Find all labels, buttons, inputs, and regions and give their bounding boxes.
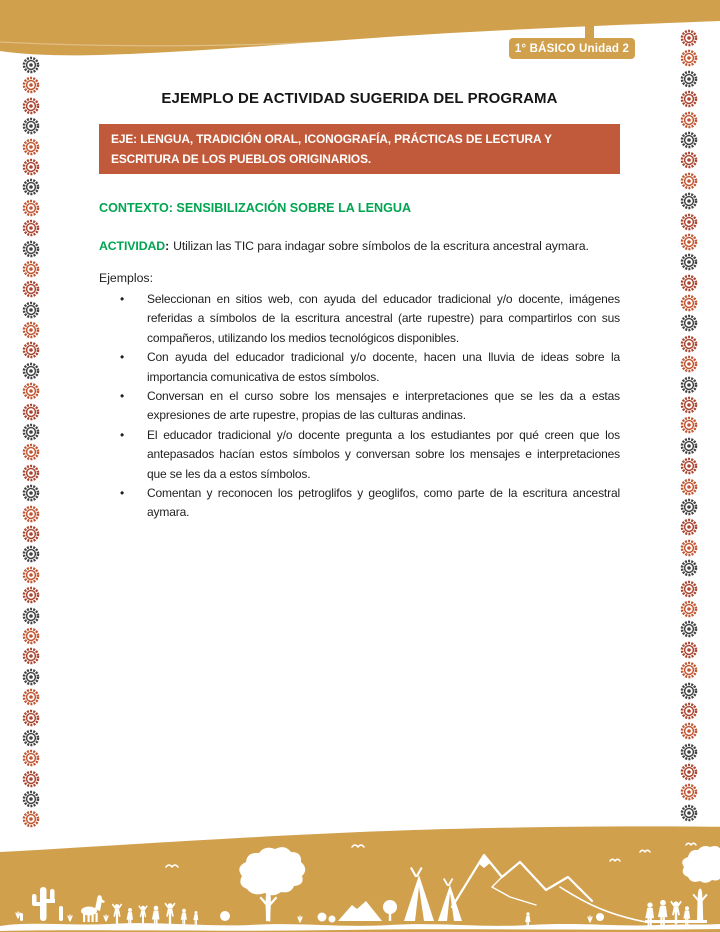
ejemplos-label: Ejemplos: [99,271,153,285]
eje-banner [99,124,620,174]
rosette-gear-icon [680,457,698,475]
rosette-gear-icon [22,321,40,339]
rosette-gear-icon [680,213,698,231]
rosette-gear-icon [22,138,40,156]
rosette-gear-icon [680,682,698,700]
rosette-gear-icon [22,199,40,217]
rosette-gear-icon [680,274,698,292]
rosette-gear-icon [22,280,40,298]
rosette-gear-icon [22,484,40,502]
rosette-gear-icon [680,131,698,149]
rosette-gear-icon [680,804,698,822]
rosette-gear-icon [22,301,40,319]
rosette-gear-icon [22,158,40,176]
rosette-gear-icon [22,545,40,563]
rosette-gear-icon [22,178,40,196]
rosette-gear-icon [22,76,40,94]
rosette-gear-icon [22,56,40,74]
rosette-gear-icon [680,763,698,781]
rosette-gear-icon [22,790,40,808]
rosette-gear-icon [22,749,40,767]
rosette-gear-icon [22,464,40,482]
rosette-gear-icon [22,525,40,543]
rosette-gear-icon [680,314,698,332]
unit-badge-label: 1° BÁSICO Unidad 2 [514,42,630,55]
actividad-colon: : [165,239,170,253]
rosette-gear-icon [22,382,40,400]
rosette-gear-icon [22,341,40,359]
content-area [99,90,620,523]
rosette-gear-icon [680,722,698,740]
right-ornament-border [680,29,698,822]
rosette-gear-icon [680,783,698,801]
rosette-gear-icon [22,627,40,645]
rosette-gear-icon [680,539,698,557]
rosette-gear-icon [680,518,698,536]
rosette-gear-icon [22,566,40,584]
rosette-gear-icon [680,192,698,210]
rosette-gear-icon [680,151,698,169]
actividad-label: ACTIVIDAD [99,239,166,253]
rosette-gear-icon [680,70,698,88]
contexto-heading: CONTEXTO: SENSIBILIZACIÓN SOBRE LA LENGUA [99,201,412,215]
rosette-gear-icon [680,437,698,455]
rosette-gear-icon [680,355,698,373]
rosette-gear-icon [22,240,40,258]
actividad-text: Utilizan las TIC para indagar sobre símbolos de la escritura ancestral aymara. [173,239,589,253]
rosette-gear-icon [680,396,698,414]
rosette-gear-icon [680,600,698,618]
rosette-gear-icon [680,416,698,434]
rosette-gear-icon [22,219,40,237]
rosette-gear-icon [680,29,698,47]
ejemplos-list [99,290,620,523]
rosette-gear-icon [680,559,698,577]
example-item: • Con ayuda del educador tradicional y/o docente, hacen una lluvia de ideas sobre la importancia comunicativa de estos símbolos. [147,348,620,387]
page-title: EJEMPLO DE ACTIVIDAD SUGERIDA DEL PROGRAMA [161,90,558,107]
rosette-gear-icon [680,253,698,271]
rosette-gear-icon [22,586,40,604]
landscape-illustration [0,825,720,932]
rosette-gear-icon [22,423,40,441]
rosette-gear-icon [22,668,40,686]
left-ornament-border [22,56,40,828]
example-item: • Conversan en el curso sobre los mensajes e interpretaciones que se les da a estas expresiones de arte rupestre, propias de las culturas andinas. [147,387,620,426]
rosette-gear-icon [22,709,40,727]
example-item: • Comentan y reconocen los petroglifos y geoglifos, como parte de la escritura ancestral aymara. [147,484,620,523]
rosette-gear-icon [22,729,40,747]
rosette-gear-icon [680,620,698,638]
rosette-gear-icon [680,661,698,679]
rosette-gear-icon [22,688,40,706]
rosette-gear-icon [680,49,698,67]
rosette-gear-icon [22,505,40,523]
rosette-gear-icon [22,443,40,461]
rosette-gear-icon [680,233,698,251]
rosette-gear-icon [680,376,698,394]
rosette-gear-icon [680,743,698,761]
example-item: • Seleccionan en sitios web, con ayuda del educador tradicional y/o docente, imágenes referidas a símbolos de la escritura ancestral (arte rupestre) para compartirlos con sus compañeros, utilizando los medios tecnológicos disponibles. [147,290,620,348]
rosette-gear-icon [680,498,698,516]
example-item: • El educador tradicional y/o docente pregunta a los estudiantes por qué creen que los antepasados hacían estos símbolos y conversan sobre los mensajes e interpretaciones que se les da a estos símbolos. [147,426,620,484]
rosette-gear-icon [22,647,40,665]
rosette-gear-icon [680,90,698,108]
rosette-gear-icon [22,607,40,625]
rosette-gear-icon [680,478,698,496]
rosette-gear-icon [22,97,40,115]
eje-banner-text: EJE: LENGUA, TRADICIÓN ORAL, ICONOGRAFÍA, PRÁCTICAS DE LECTURA Y ESCRITURA DE LOS PUEBLOS ORIGINARIOS. [111,132,552,166]
rosette-gear-icon [680,294,698,312]
rosette-gear-icon [680,111,698,129]
rosette-gear-icon [22,403,40,421]
rosette-gear-icon [680,335,698,353]
rosette-gear-icon [22,260,40,278]
actividad-line [99,238,620,254]
rosette-gear-icon [22,770,40,788]
rosette-gear-icon [680,172,698,190]
unit-badge [509,38,635,59]
rosette-gear-icon [680,641,698,659]
rosette-gear-icon [680,580,698,598]
rosette-gear-icon [680,702,698,720]
rosette-gear-icon [22,362,40,380]
rosette-gear-icon [22,117,40,135]
